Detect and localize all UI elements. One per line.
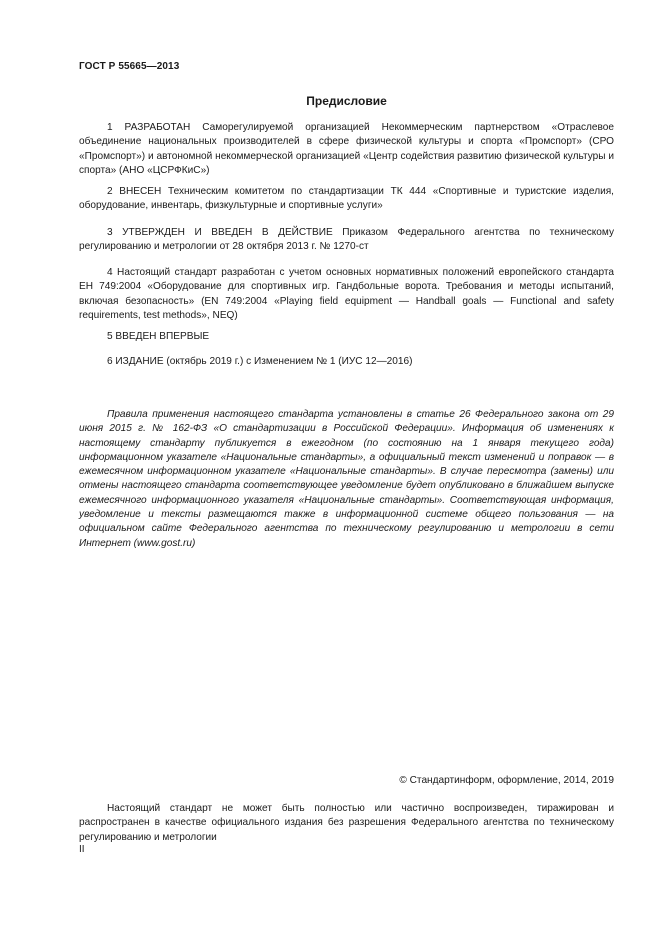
paragraph-developed: 1 РАЗРАБОТАН Саморегулируемой организацией Некоммерческим партнерством «Отраслевое объединение национальных производителей в сфере физической культуры и спорта «Промспорт» (СРО «Промспорт») и автономной некоммерческой организацией «Центр содействия развитию физической культуры и спорта» (АНО «ЦСРФКиС») xyxy=(79,122,614,176)
paragraph-introduced: 2 ВНЕСЕН Техническим комитетом по стандартизации ТК 444 «Спортивные и туристские изделия, оборудование, инвентарь, физкультурные и спортивные услуги» xyxy=(79,186,614,212)
page-number: II xyxy=(79,844,85,855)
legal-notice: Настоящий стандарт не может быть полностью или частично воспроизведен, тиражирован и распространен в качестве официального издания без разрешения Федерального агентства по техническому регулированию и метрологии xyxy=(79,803,614,843)
application-rules-notice: Правила применения настоящего стандарта установлены в статье 26 Федерального закона от 29 июня 2015 г. № 162-ФЗ «О стандартизации в Российской Федерации». Информация об изменениях к настоящему стандарту публикуется в ежегодном (по состоянию на 1 января текущего года) информационном указателе «Национальные стандарты», а официальный текст изменений и поправок — в ежемесячном информационном указателе «Национальные стандарты». В случае пересмотра (замены) или отмены настоящего стандарта соответствующее уведомление будет опубликовано в ближайшем выпуске ежемесячного информационного указателя «Национальные стандарты». Соответствующая информация, уведомление и тексты размещаются также в информационной системе общего пользования — на официальном сайте Федерального агентства по техническому регулированию и метрологии в сети Интернет (www.gost.ru) xyxy=(79,409,614,549)
paragraph-edition: 6 ИЗДАНИЕ (октябрь 2019 г.) с Изменением № 1 (ИУС 12—2016) xyxy=(107,356,413,367)
paragraph-based-on: 4 Настоящий стандарт разработан с учетом основных нормативных положений европейского стандарта ЕН 749:2004 «Оборудование для спортивных игр. Гандбольные ворота. Требования и методы испытаний, включая безопасность» (EN 749:2004 «Playing field equipment — Handball goals — Functional and safety requirements, test methods», NEQ) xyxy=(79,267,614,321)
page-title: Предисловие xyxy=(306,94,387,108)
paragraph-approved: 3 УТВЕРЖДЕН И ВВЕДЕН В ДЕЙСТВИЕ Приказом Федерального агентства по техническому регулированию и метрологии от 28 октября 2013 г. № 1270-ст xyxy=(79,227,614,253)
paragraph-first-introduced: 5 ВВЕДЕН ВПЕРВЫЕ xyxy=(107,331,210,342)
document-code: ГОСТ Р 55665—2013 xyxy=(79,61,180,72)
copyright-line: © Стандартинформ, оформление, 2014, 2019 xyxy=(399,775,614,786)
